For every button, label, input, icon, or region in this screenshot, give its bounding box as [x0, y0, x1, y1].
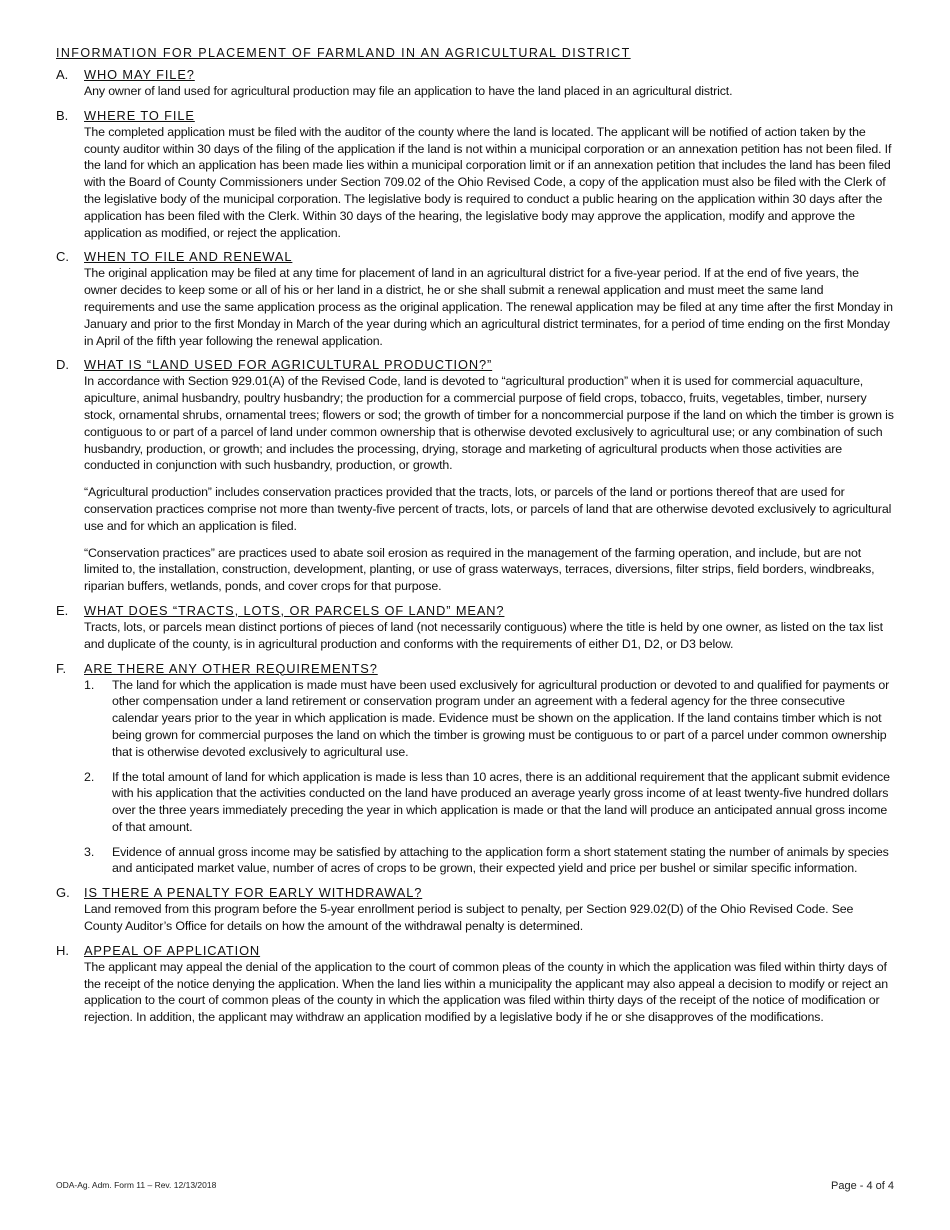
- section-paragraph: “Agricultural production” includes conservation practices provided that the tracts, lots, or parcels of the land or portions thereof that are used for conservation practices comprise not more than twenty-five percent of tracts, lots, or parcels of land that are otherwise devoted exclusively to agricultural use and for which an application is filed.: [84, 485, 892, 533]
- section-heading: WHAT IS “LAND USED FOR AGRICULTURAL PRODUCTION?”: [84, 357, 493, 373]
- list-item: [84, 844, 894, 878]
- section-c: [56, 249, 894, 349]
- section-heading: WHAT DOES “TRACTS, LOTS, OR PARCELS OF LAND” MEAN?: [84, 602, 505, 618]
- list-item-text: The land for which the application is made must have been used exclusively for agricultural production or devoted to and qualified for payments or other compensation under a land retirement or conservation program under an agreement with a federal agency for the three consecutive calendar years prior to the year in which application is made. Evidence must be shown on the application. If the land contains timber which is not being grown for commercial purposes the land on which the timber is growing must be contiguous to or part of a parcel under common ownership that is otherwise devoted exclusively to agricultural use.: [112, 677, 890, 759]
- section-letter: F.: [56, 660, 67, 676]
- list-item: [84, 769, 894, 836]
- section-letter: H.: [56, 942, 69, 958]
- section-paragraph: In accordance with Section 929.01(A) of the Revised Code, land is devoted to “agricultural production” when it is used for commercial aquaculture, apiculture, animal husbandry, poultry husbandry; the production for a commercial purpose of field crops, tobacco, fruits, vegetables, timber, nursery stock, ornamental shrubs, ornamental trees; flowers or sod; the growth of timber for a noncommercial purpose if the land on which the timber is grown is contiguous to or part of a parcel of land under common ownership that is otherwise devoted exclusively to agricultural use; or any combination of such husbandry, production, or growth; and includes the processing, drying, storage and marketing of agricultural products when those activities are conducted in conjunction with such husbandry, production, or growth.: [84, 374, 894, 473]
- document-title: INFORMATION FOR PLACEMENT OF FARMLAND IN AN AGRICULTURAL DISTRICT: [56, 46, 631, 60]
- list-item-number: 2.: [84, 769, 95, 784]
- list-item-number: 3.: [84, 844, 95, 859]
- section-heading: ARE THERE ANY OTHER REQUIREMENTS?: [84, 660, 378, 676]
- section-letter: B.: [56, 107, 69, 123]
- form-identifier: ODA-Ag. Adm. Form 11 – Rev. 12/13/2018: [56, 1180, 217, 1190]
- section-a: [56, 67, 894, 100]
- section-paragraph: “Conservation practices” are practices used to abate soil erosion as required in the management of the farming operation, and include, but are not limited to, the installation, construction, development, planting, or use of grass waterways, terraces, diversions, filter strips, field borders, windbreaks, riparian buffers, wetlands, ponds, and cover crops for that purpose.: [84, 545, 875, 594]
- sections-container: [56, 67, 894, 1026]
- section-paragraph: Land removed from this program before the 5-year enrollment period is subject to penalty, per Section 929.02(D) of the Ohio Revised Code. See County Auditor’s Office for details on how the amount of the withdrawal penalty is determined.: [84, 902, 854, 934]
- section-letter: D.: [56, 357, 69, 373]
- section-e: [56, 603, 894, 653]
- section-b: [56, 108, 894, 242]
- section-d: [56, 357, 894, 595]
- document-page: [56, 46, 894, 1034]
- section-paragraph: The applicant may appeal the denial of the application to the court of common pleas of the county in which the application was filed within thirty days of the receipt of the notice denying the application. When the land lies within a municipality the applicant may also appeal a decision to modify or reject an application to the court of common pleas of the county in which the application was filed within thirty days of the receipt of the notice of modification or rejection. In addition, the applicant may withdraw an application modified by a legislative body if he or she disapproves of the modifications.: [84, 959, 888, 1025]
- section-paragraph: Any owner of land used for agricultural production may file an application to have the land placed in an agricultural district.: [84, 84, 733, 98]
- section-heading: IS THERE A PENALTY FOR EARLY WITHDRAWAL?: [84, 885, 423, 901]
- section-heading: WHEN TO FILE AND RENEWAL: [84, 249, 293, 265]
- page-number: Page - 4 of 4: [831, 1180, 894, 1192]
- section-f: [56, 661, 894, 878]
- section-heading: APPEAL OF APPLICATION: [84, 942, 261, 958]
- requirements-list: [84, 677, 894, 878]
- section-heading: WHERE TO FILE: [84, 107, 195, 123]
- section-paragraph: Tracts, lots, or parcels mean distinct portions of pieces of land (not necessarily contiguous) where the title is held by one owner, as listed on the tax list and duplicate of the county, is in agricultural production and conforms with the requirements of either D1, D2, or D3 below.: [84, 619, 883, 651]
- section-letter: E.: [56, 602, 69, 618]
- section-paragraph: The original application may be filed at any time for placement of land in an agricultural district for a five-year period. If at the end of five years, the owner decides to keep some or all of his or her land in a district, he or she shall submit a renewal application and must meet the same land requirements and use the same application process as the original application. The renewal application may be filed at any time after the first Monday in January and prior to the first Monday in March of the year during which an agricultural district terminates, for a period of time ending on the first Monday in April of the fifth year following the renewal application.: [84, 266, 893, 348]
- section-letter: A.: [56, 67, 69, 82]
- section-heading: WHO MAY FILE?: [84, 67, 195, 82]
- section-letter: C.: [56, 249, 69, 265]
- section-h: [56, 943, 894, 1026]
- list-item: [84, 677, 894, 761]
- list-item-text: If the total amount of land for which application is made is less than 10 acres, there is an additional requirement that the applicant submit evidence with his application that the activities conducted on the land have produced an average yearly gross income of at least twenty-five hundred dollars over the three years immediately preceding the year in which application is made or that the land will produce an anticipated annual gross income of that amount.: [112, 769, 890, 834]
- list-item-number: 1.: [84, 677, 95, 692]
- section-letter: G.: [56, 885, 70, 901]
- section-paragraph: The completed application must be filed with the auditor of the county where the land is located. The applicant will be notified of action taken by the county auditor within 30 days of the filing of the application if the land is not within a municipal corporation or an annexation petition has not been filed. If the land for which an application has been made lies within a municipal corporation limit or if an annexation petition that includes the land has been filed with the Board of County Commissioners under Section 709.02 of the Ohio Revised Code, a copy of the application must also be filed with the Clerk of the legislative body of the municipal corporation. The legislative body is required to conduct a public hearing on the application within 30 days after the application has been filed with the Clerk. Within 30 days of the hearing, the legislative body may approve the application, modify and approve the application as modified, or reject the application.: [84, 124, 892, 240]
- section-g: [56, 885, 894, 935]
- list-item-text: Evidence of annual gross income may be satisfied by attaching to the application form a short statement stating the number of animals by species and anticipated market value, number of acres of crops to be grown, their expected yield and price per bushel or similar specific information.: [112, 844, 889, 876]
